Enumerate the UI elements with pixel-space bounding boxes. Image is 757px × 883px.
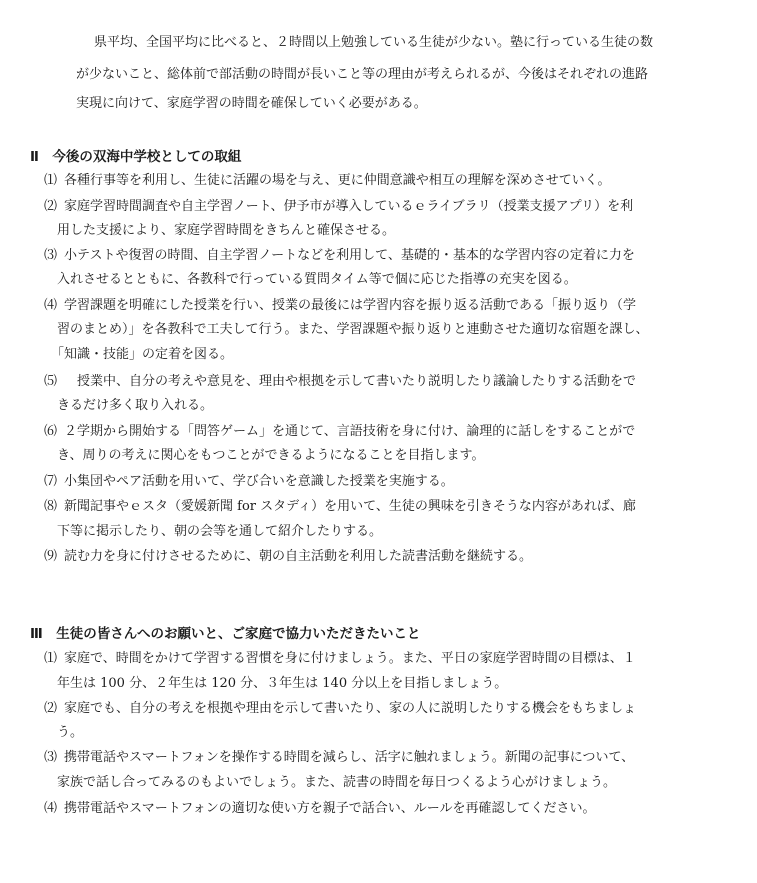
intro-line: 県平均、全国平均に比べると、２時間以上勉強している生徒が少ない。塾に行っている生徒の数 [94, 35, 654, 50]
item-text: 小集団やペア活動を用いて、学び合いを意識した授業を実施する。 [64, 474, 454, 489]
item-text-continued: 習のまとめ）」を各教科で工夫して行う。また、学習課題や振り返りと連動させた適切な宿題を課し、 [57, 322, 649, 337]
item-number: ⑸ [44, 374, 58, 389]
item-number: ⑵ [44, 199, 58, 214]
item-text: 各種行事等を利用し、生徒に活躍の場を与え、更に仲間意識や相互の理解を深めさせていく。 [64, 173, 611, 188]
list-item [44, 548, 532, 566]
item-text: 家庭でも、自分の考えを根拠や理由を示して書いたり、家の人に説明したりする機会をもちましょ [64, 701, 637, 716]
item-number: ⑼ [44, 549, 58, 564]
list-item [44, 498, 636, 516]
item-text: 読む力を身に付けさせるために、朝の自主活動を利用した読書活動を継続する。 [64, 549, 533, 564]
item-text: 授業中、自分の考えや意見を、理由や根拠を示して書いたり説明したり議論したりする活動をで [64, 374, 637, 389]
list-item [44, 473, 454, 491]
section-heading: Ⅱ 今後の双海中学校としての取組 [30, 149, 242, 165]
item-text-continued: 入れさせるとともに、各教科で行っている質問タイム等で個に応じた指導の充実を図る。 [57, 272, 577, 287]
item-text: 携帯電話やスマートフォンを操作する時間を減らし、活字に触れましょう。新聞の記事について、 [64, 750, 635, 765]
item-text: 学習課題を明確にした授業を行い、授業の最後には学習内容を振り返る活動である「振り返り（学 [64, 298, 637, 313]
item-text-continued: きるだけ多く取り入れる。 [57, 398, 214, 413]
item-text: ２学期から開始する「問答ゲーム」を通じて、言語技術を身に付け、論理的に話しをすることがで [64, 424, 636, 439]
item-number: ⑶ [44, 750, 58, 765]
item-text-continued: 年生は 100 分、２年生は 120 分、３年生は 140 分以上を目指しましょう。 [57, 676, 508, 691]
list-item [44, 650, 636, 668]
item-text-continued: 用した支援により、家庭学習時間をきちんと確保させる。 [57, 223, 396, 238]
list-item [44, 247, 635, 265]
section-heading: Ⅲ 生徒の皆さんへのお願いと、ご家庭で協力いただきたいこと [30, 626, 421, 642]
item-number: ⑶ [44, 248, 58, 263]
item-number: ⑺ [44, 474, 58, 489]
intro-line: 実現に向けて、家庭学習の時間を確保していく必要がある。 [76, 96, 427, 111]
item-number: ⑹ [44, 424, 58, 439]
item-text-continued: 家族で話し合ってみるのもよいでしょう。また、読書の時間を毎日つくるよう心がけましょう。 [57, 775, 617, 790]
list-item [44, 800, 595, 818]
item-number: ⑴ [44, 173, 58, 188]
item-number: ⑷ [44, 801, 58, 816]
item-text: 家庭で、時間をかけて学習する習慣を身に付けましょう。また、平日の家庭学習時間の目標は、１ [64, 651, 636, 666]
list-item [44, 373, 636, 391]
item-text-continued: う。 [57, 725, 84, 740]
item-number: ⑻ [44, 499, 58, 514]
intro-line: が少ないこと、総体前で部活動の時間が長いこと等の理由が考えられるが、今後はそれぞれの進路 [76, 67, 649, 82]
item-number: ⑴ [44, 651, 58, 666]
list-item [44, 749, 634, 767]
list-item [44, 198, 633, 216]
item-text-continued: 下等に掲示したり、朝の会等を通して紹介したりする。 [57, 524, 383, 539]
list-item [44, 297, 636, 315]
list-item [44, 700, 636, 718]
item-number: ⑷ [44, 298, 58, 313]
item-number: ⑵ [44, 701, 58, 716]
item-text: 家庭学習時間調査や自主学習ノート、伊予市が導入しているｅライブラリ（授業支援アプリ）を利 [64, 199, 634, 214]
item-text-continued: き、周りの考えに関心をもつことができるようになることを目指します。 [57, 448, 485, 463]
list-item [44, 423, 635, 441]
item-text: 小テストや復習の時間、自主学習ノートなどを利用して、基礎的・基本的な学習内容の定着に力を [64, 248, 635, 263]
item-text: 新聞記事やｅスタ（愛媛新聞 for スタディ）を用いて、生徒の興味を引きそうな内容があれば、廊 [64, 499, 636, 514]
item-text-continued: 「知識・技能」の定着を図る。 [51, 347, 234, 362]
item-text: 携帯電話やスマートフォンの適切な使い方を親子で話合い、ルールを再確認してください。 [64, 801, 596, 816]
list-item [44, 172, 611, 190]
